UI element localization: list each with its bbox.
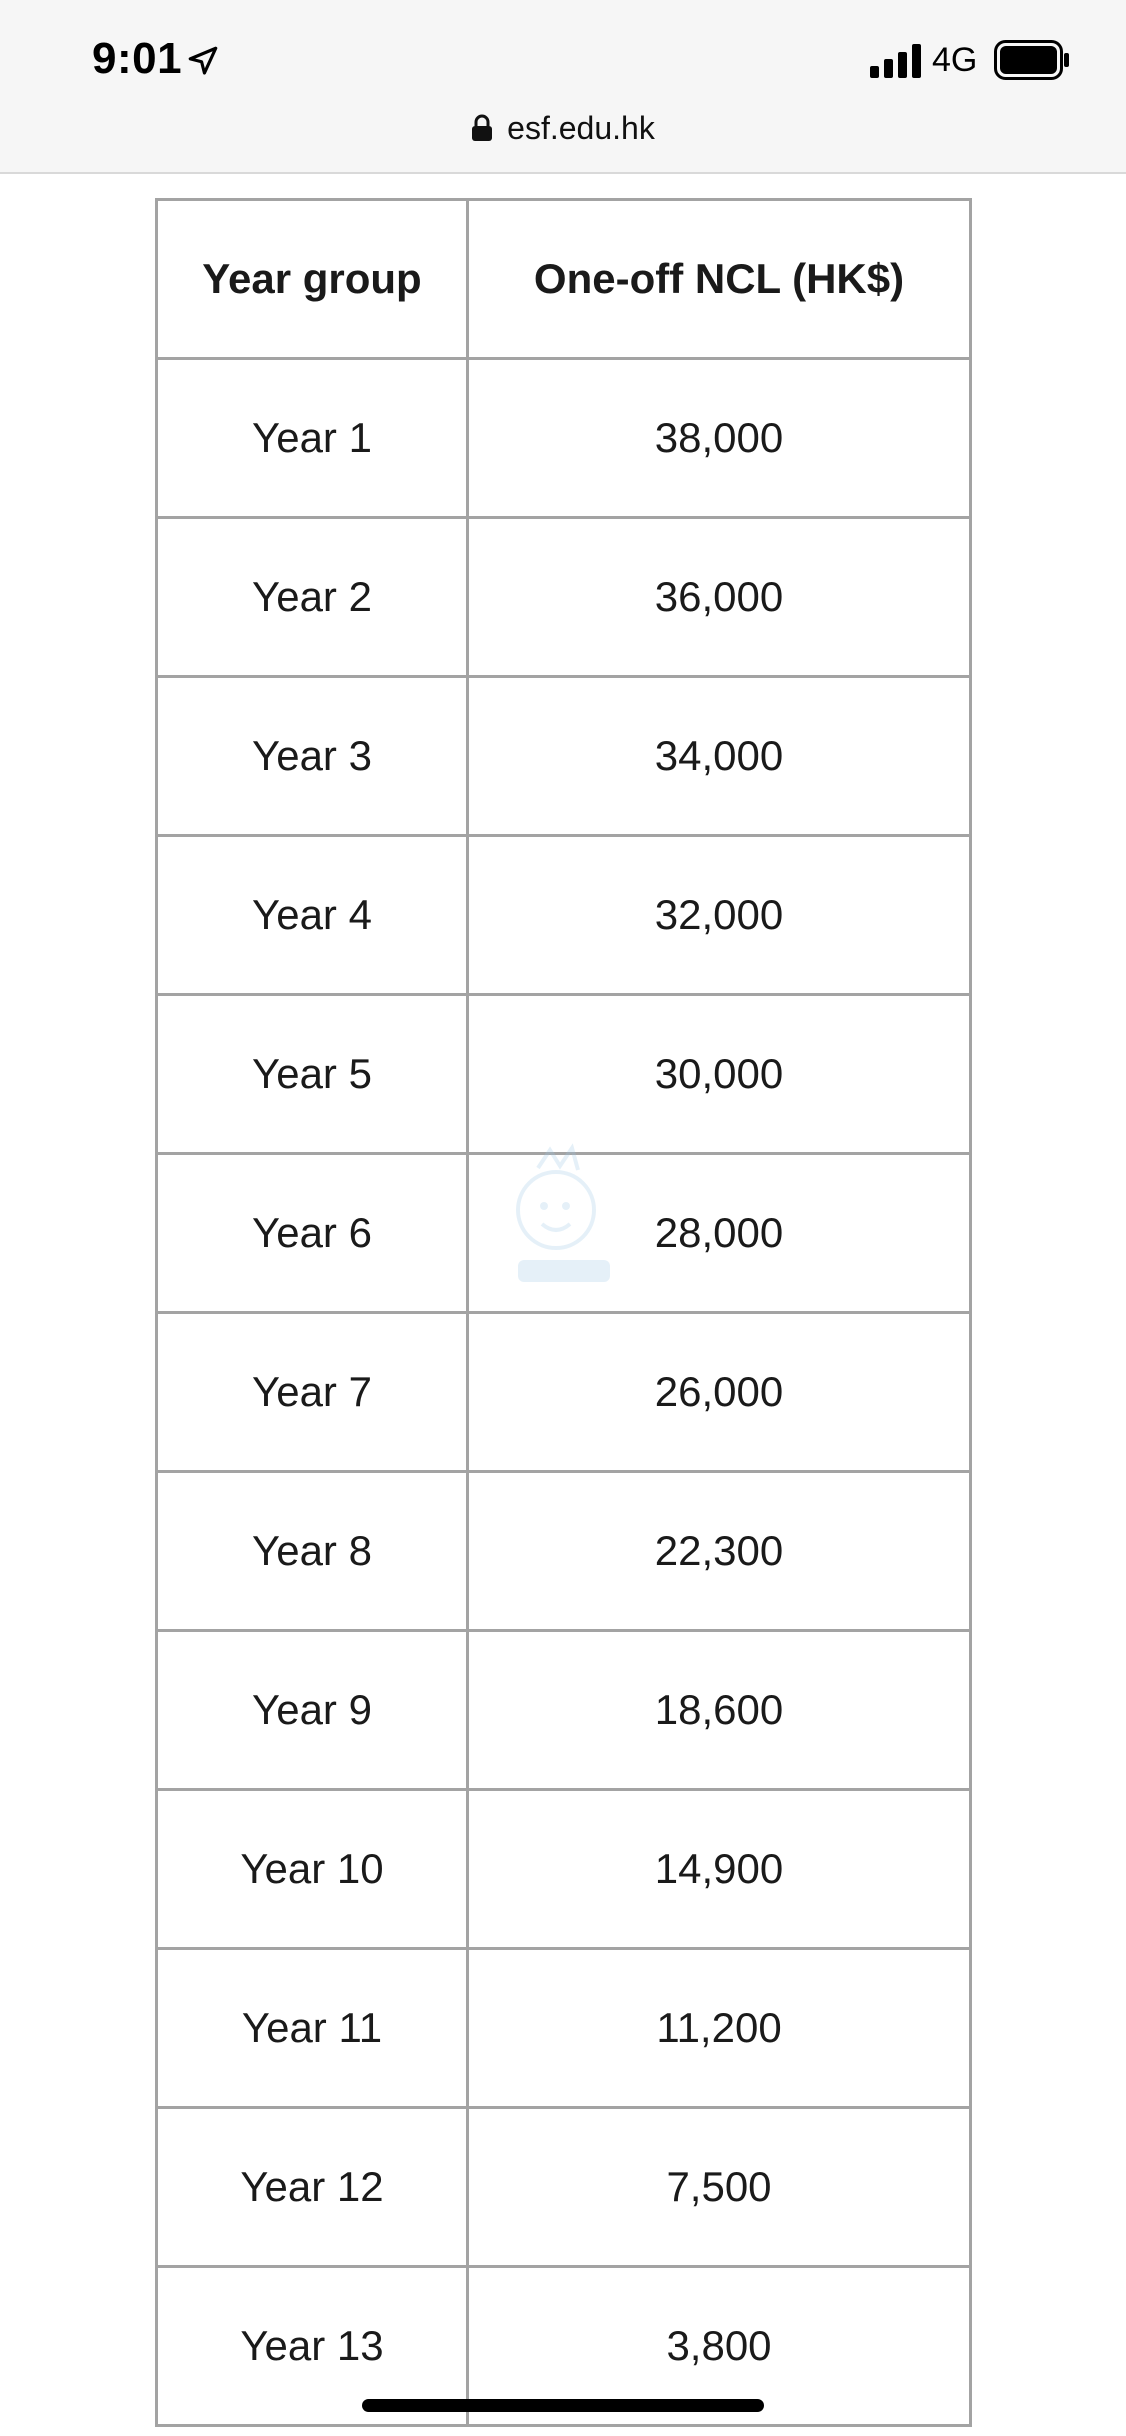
ncl-cell: 18,600 bbox=[468, 1631, 971, 1790]
table-row bbox=[157, 1472, 971, 1631]
url-text: esf.edu.hk bbox=[507, 109, 655, 146]
year-cell: Year 6 bbox=[157, 1154, 468, 1313]
table-header-row bbox=[157, 200, 971, 359]
year-cell: Year 13 bbox=[157, 2267, 468, 2426]
year-cell: Year 7 bbox=[157, 1313, 468, 1472]
table-row bbox=[157, 677, 971, 836]
lock-icon bbox=[471, 114, 493, 142]
ncl-cell: 26,000 bbox=[468, 1313, 971, 1472]
header-year-group: Year group bbox=[157, 200, 468, 359]
table-row bbox=[157, 1949, 971, 2108]
table-row bbox=[157, 2108, 971, 2267]
year-cell: Year 9 bbox=[157, 1631, 468, 1790]
table-row bbox=[157, 359, 971, 518]
address-bar[interactable] bbox=[0, 106, 1126, 150]
ncl-cell: 30,000 bbox=[468, 995, 971, 1154]
year-cell: Year 1 bbox=[157, 359, 468, 518]
ncl-cell: 7,500 bbox=[468, 2108, 971, 2267]
year-cell: Year 8 bbox=[157, 1472, 468, 1631]
table-row bbox=[157, 518, 971, 677]
table-row bbox=[157, 1790, 971, 1949]
location-arrow-icon bbox=[186, 44, 220, 78]
battery-icon bbox=[994, 40, 1070, 80]
ncl-cell: 11,200 bbox=[468, 1949, 971, 2108]
ncl-table bbox=[155, 198, 972, 2427]
year-cell: Year 11 bbox=[157, 1949, 468, 2108]
table-row bbox=[157, 1313, 971, 1472]
cellular-signal-icon bbox=[870, 44, 922, 78]
ncl-cell: 32,000 bbox=[468, 836, 971, 995]
header-ncl: One-off NCL (HK$) bbox=[468, 200, 971, 359]
ncl-cell: 38,000 bbox=[468, 359, 971, 518]
browser-top-bar bbox=[0, 0, 1126, 174]
status-time: 9:01 bbox=[92, 34, 183, 83]
ncl-cell: 36,000 bbox=[468, 518, 971, 677]
ncl-cell: 22,300 bbox=[468, 1472, 971, 1631]
year-cell: Year 12 bbox=[157, 2108, 468, 2267]
home-indicator[interactable] bbox=[362, 2399, 764, 2412]
network-type: 4G bbox=[932, 41, 978, 79]
table-row bbox=[157, 836, 971, 995]
watermark-logo-icon bbox=[498, 1128, 628, 1308]
ncl-cell: 34,000 bbox=[468, 677, 971, 836]
year-cell: Year 3 bbox=[157, 677, 468, 836]
year-cell: Year 5 bbox=[157, 995, 468, 1154]
ncl-cell: 28,000 bbox=[468, 1154, 971, 1313]
ncl-cell: 14,900 bbox=[468, 1790, 971, 1949]
year-cell: Year 4 bbox=[157, 836, 468, 995]
table-row bbox=[157, 1631, 971, 1790]
year-cell: Year 2 bbox=[157, 518, 468, 677]
ncl-cell: 3,800 bbox=[468, 2267, 971, 2426]
year-cell: Year 10 bbox=[157, 1790, 468, 1949]
